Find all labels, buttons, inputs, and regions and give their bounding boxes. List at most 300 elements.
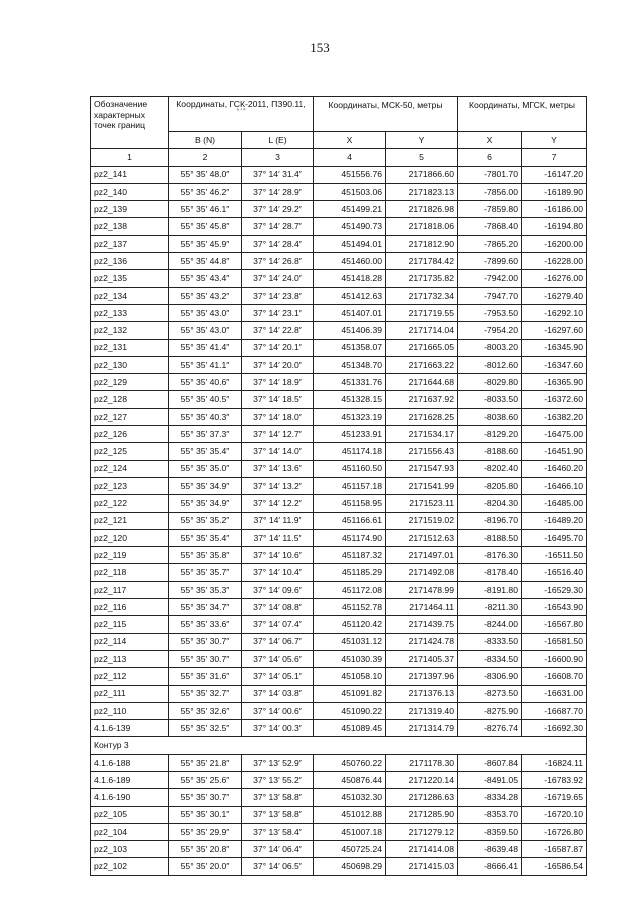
longitude-cell: 37° 14′ 08.8″ xyxy=(242,599,314,616)
msk-y-cell: 2171823.13 xyxy=(386,183,458,200)
latitude-cell: 55° 35′ 43.0″ xyxy=(169,304,242,321)
longitude-cell: 37° 14′ 09.6″ xyxy=(242,581,314,598)
latitude-cell: 55° 35′ 34.9″ xyxy=(169,495,242,512)
msk-x-cell: 451090.22 xyxy=(314,702,386,719)
msk-x-cell: 451007.18 xyxy=(314,823,386,840)
msk-x-cell: 451358.07 xyxy=(314,339,386,356)
latitude-cell: 55° 35′ 46.2″ xyxy=(169,183,242,200)
msk-y-cell: 2171714.04 xyxy=(386,322,458,339)
mgsk-y-cell: -16345.90 xyxy=(522,339,587,356)
msk-x-cell: 451152.78 xyxy=(314,599,386,616)
latitude-cell: 55° 35′ 35.4″ xyxy=(169,443,242,460)
msk-x-cell: 451460.00 xyxy=(314,253,386,270)
point-cell: pz2_140 xyxy=(91,183,169,200)
table-row xyxy=(91,339,587,356)
longitude-cell: 37° 14′ 06.7″ xyxy=(242,633,314,650)
table-row xyxy=(91,668,587,685)
msk-x-cell: 451031.12 xyxy=(314,633,386,650)
point-cell: pz2_131 xyxy=(91,339,169,356)
latitude-cell: 55° 35′ 25.6″ xyxy=(169,771,242,788)
mgsk-y-cell: -16186.00 xyxy=(522,201,587,218)
table-row xyxy=(91,322,587,339)
table-row xyxy=(91,183,587,200)
mgsk-x-cell: -8204.30 xyxy=(458,495,522,512)
header-msk-y: Y xyxy=(386,132,458,149)
latitude-cell: 55° 35′ 35.0″ xyxy=(169,460,242,477)
point-cell: pz2_123 xyxy=(91,477,169,494)
point-cell: 4.1.6-190 xyxy=(91,789,169,806)
mgsk-x-cell: -8211.30 xyxy=(458,599,522,616)
mgsk-y-cell: -16783.92 xyxy=(522,771,587,788)
longitude-cell: 37° 14′ 10.4″ xyxy=(242,564,314,581)
point-cell: pz2_126 xyxy=(91,426,169,443)
longitude-cell: 37° 14′ 13.2″ xyxy=(242,477,314,494)
longitude-cell: 37° 14′ 28.4″ xyxy=(242,235,314,252)
msk-y-cell: 2171628.25 xyxy=(386,408,458,425)
point-cell: pz2_133 xyxy=(91,304,169,321)
mgsk-y-cell: -16581.50 xyxy=(522,633,587,650)
point-cell: pz2_121 xyxy=(91,512,169,529)
header-l-e: L (E) xyxy=(242,132,314,149)
msk-y-cell: 2171541.99 xyxy=(386,477,458,494)
mgsk-x-cell: -8334.28 xyxy=(458,789,522,806)
point-cell: pz2_113 xyxy=(91,650,169,667)
point-cell: pz2_102 xyxy=(91,858,169,875)
point-cell: 4.1.6-189 xyxy=(91,771,169,788)
point-cell: pz2_141 xyxy=(91,166,169,183)
longitude-cell: 37° 14′ 12.2″ xyxy=(242,495,314,512)
table-row xyxy=(91,633,587,650)
point-cell: 4.1.6-139 xyxy=(91,720,169,737)
table-row xyxy=(91,356,587,373)
msk-y-cell: 2171732.34 xyxy=(386,287,458,304)
latitude-cell: 55° 35′ 34.7″ xyxy=(169,599,242,616)
msk-x-cell: 451331.76 xyxy=(314,374,386,391)
mgsk-x-cell: -7868.40 xyxy=(458,218,522,235)
mgsk-y-cell: -16692.30 xyxy=(522,720,587,737)
longitude-cell: 37° 14′ 18.0″ xyxy=(242,408,314,425)
msk-x-cell: 451174.90 xyxy=(314,529,386,546)
mgsk-x-cell: -7942.00 xyxy=(458,270,522,287)
latitude-cell: 55° 35′ 37.3″ xyxy=(169,426,242,443)
msk-y-cell: 2171464.11 xyxy=(386,599,458,616)
mgsk-x-cell: -7899.60 xyxy=(458,253,522,270)
mgsk-y-cell: -16600.90 xyxy=(522,650,587,667)
coordinates-table xyxy=(90,96,587,876)
mgsk-y-cell: -16516.40 xyxy=(522,564,587,581)
mgsk-y-cell: -16511.50 xyxy=(522,547,587,564)
mgsk-x-cell: -8244.00 xyxy=(458,616,522,633)
longitude-cell: 37° 13′ 52.9″ xyxy=(242,754,314,771)
column-index: 4 xyxy=(314,149,386,166)
table-row xyxy=(91,201,587,218)
latitude-cell: 55° 35′ 48.0″ xyxy=(169,166,242,183)
mgsk-x-cell: -7801.70 xyxy=(458,166,522,183)
point-cell: pz2_111 xyxy=(91,685,169,702)
table-row xyxy=(91,702,587,719)
latitude-cell: 55° 35′ 41.1″ xyxy=(169,356,242,373)
header-mgsk-y: Y xyxy=(522,132,587,149)
mgsk-x-cell: -8003.20 xyxy=(458,339,522,356)
point-cell: pz2_132 xyxy=(91,322,169,339)
column-index: 6 xyxy=(458,149,522,166)
mgsk-x-cell: -8012.60 xyxy=(458,356,522,373)
latitude-cell: 55° 35′ 30.7″ xyxy=(169,633,242,650)
mgsk-x-cell: -7856.00 xyxy=(458,183,522,200)
point-cell: pz2_130 xyxy=(91,356,169,373)
mgsk-y-cell: -16567.80 xyxy=(522,616,587,633)
latitude-cell: 55° 35′ 34.9″ xyxy=(169,477,242,494)
mgsk-y-cell: -16189.90 xyxy=(522,183,587,200)
longitude-cell: 37° 14′ 18.9″ xyxy=(242,374,314,391)
msk-x-cell: 451187.32 xyxy=(314,547,386,564)
table-row xyxy=(91,599,587,616)
mgsk-x-cell: -8196.70 xyxy=(458,512,522,529)
point-cell: pz2_122 xyxy=(91,495,169,512)
msk-y-cell: 2171424.78 xyxy=(386,633,458,650)
mgsk-y-cell: -16608.70 xyxy=(522,668,587,685)
latitude-cell: 55° 35′ 30.1″ xyxy=(169,806,242,823)
header-msk-coordinates: Координаты, МСК-50, метры xyxy=(314,97,458,132)
msk-y-cell: 2171497.01 xyxy=(386,547,458,564)
table-row xyxy=(91,304,587,321)
latitude-cell: 55° 35′ 46.1″ xyxy=(169,201,242,218)
msk-y-cell: 2171818.06 xyxy=(386,218,458,235)
header-gsk-coordinates xyxy=(169,97,314,132)
msk-y-cell: 2171405.37 xyxy=(386,650,458,667)
latitude-cell: 55° 35′ 20.0″ xyxy=(169,858,242,875)
mgsk-x-cell: -8666.41 xyxy=(458,858,522,875)
longitude-cell: 37° 14′ 12.7″ xyxy=(242,426,314,443)
point-cell: pz2_105 xyxy=(91,806,169,823)
mgsk-y-cell: -16687.70 xyxy=(522,702,587,719)
mgsk-x-cell: -8359.50 xyxy=(458,823,522,840)
table-row xyxy=(91,616,587,633)
latitude-cell: 55° 35′ 45.9″ xyxy=(169,235,242,252)
latitude-cell: 55° 35′ 40.3″ xyxy=(169,408,242,425)
section-label: Контур 3 xyxy=(91,737,587,754)
mgsk-x-cell: -8178.40 xyxy=(458,564,522,581)
msk-x-cell: 451032.30 xyxy=(314,789,386,806)
msk-x-cell: 451166.61 xyxy=(314,512,386,529)
point-cell: pz2_112 xyxy=(91,668,169,685)
msk-x-cell: 451323.19 xyxy=(314,408,386,425)
point-cell: pz2_139 xyxy=(91,201,169,218)
mgsk-y-cell: -16147.20 xyxy=(522,166,587,183)
latitude-cell: 55° 35′ 35.2″ xyxy=(169,512,242,529)
msk-y-cell: 2171826.98 xyxy=(386,201,458,218)
mgsk-y-cell: -16485.00 xyxy=(522,495,587,512)
msk-y-cell: 2171478.99 xyxy=(386,581,458,598)
mgsk-x-cell: -8205.80 xyxy=(458,477,522,494)
mgsk-y-cell: -16466.10 xyxy=(522,477,587,494)
longitude-cell: 37° 14′ 20.1″ xyxy=(242,339,314,356)
latitude-cell: 55° 35′ 32.5″ xyxy=(169,720,242,737)
point-cell: pz2_124 xyxy=(91,460,169,477)
longitude-cell: 37° 14′ 23.8″ xyxy=(242,287,314,304)
latitude-cell: 55° 35′ 21.8″ xyxy=(169,754,242,771)
longitude-cell: 37° 13′ 58.8″ xyxy=(242,789,314,806)
longitude-cell: 37° 14′ 06.4″ xyxy=(242,841,314,858)
table-row xyxy=(91,512,587,529)
mgsk-y-cell: -16543.90 xyxy=(522,599,587,616)
msk-y-cell: 2171784.42 xyxy=(386,253,458,270)
latitude-cell: 55° 35′ 43.0″ xyxy=(169,322,242,339)
mgsk-x-cell: -8275.90 xyxy=(458,702,522,719)
latitude-cell: 55° 35′ 35.4″ xyxy=(169,529,242,546)
mgsk-y-cell: -16495.70 xyxy=(522,529,587,546)
mgsk-y-cell: -16276.00 xyxy=(522,270,587,287)
point-cell: pz2_103 xyxy=(91,841,169,858)
mgsk-y-cell: -16460.20 xyxy=(522,460,587,477)
point-cell: pz2_114 xyxy=(91,633,169,650)
latitude-cell: 55° 35′ 35.7″ xyxy=(169,564,242,581)
longitude-cell: 37° 14′ 14.0″ xyxy=(242,443,314,460)
msk-x-cell: 451328.15 xyxy=(314,391,386,408)
mgsk-y-cell: -16292.10 xyxy=(522,304,587,321)
header-mgsk-coordinates: Координаты, МГСК, метры xyxy=(458,97,587,132)
msk-x-cell: 451233.91 xyxy=(314,426,386,443)
mgsk-x-cell: -7947.70 xyxy=(458,287,522,304)
latitude-cell: 55° 35′ 30.7″ xyxy=(169,789,242,806)
longitude-cell: 37° 14′ 20.0″ xyxy=(242,356,314,373)
longitude-cell: 37° 14′ 22.8″ xyxy=(242,322,314,339)
longitude-cell: 37° 14′ 23.1″ xyxy=(242,304,314,321)
longitude-cell: 37° 14′ 28.9″ xyxy=(242,183,314,200)
msk-x-cell: 450698.29 xyxy=(314,858,386,875)
table-row xyxy=(91,581,587,598)
table-row xyxy=(91,391,587,408)
header-mgsk-x: X xyxy=(458,132,522,149)
table-row xyxy=(91,754,587,771)
longitude-cell: 37° 14′ 00.3″ xyxy=(242,720,314,737)
mgsk-x-cell: -8176.30 xyxy=(458,547,522,564)
table-row xyxy=(91,253,587,270)
msk-y-cell: 2171812.90 xyxy=(386,235,458,252)
table-row xyxy=(91,564,587,581)
msk-y-cell: 2171279.12 xyxy=(386,823,458,840)
mgsk-y-cell: -16382.20 xyxy=(522,408,587,425)
msk-y-cell: 2171637.92 xyxy=(386,391,458,408)
table-row xyxy=(91,374,587,391)
msk-x-cell: 451058.10 xyxy=(314,668,386,685)
header-msk-x: X xyxy=(314,132,386,149)
page-number: 153 xyxy=(310,40,330,55)
table-header xyxy=(91,97,587,167)
msk-y-cell: 2171663.22 xyxy=(386,356,458,373)
mgsk-x-cell: -8306.90 xyxy=(458,668,522,685)
mgsk-x-cell: -8029.80 xyxy=(458,374,522,391)
longitude-cell: 37° 14′ 07.4″ xyxy=(242,616,314,633)
table-row xyxy=(91,408,587,425)
msk-y-cell: 2171547.93 xyxy=(386,460,458,477)
latitude-cell: 55° 35′ 43.2″ xyxy=(169,287,242,304)
msk-y-cell: 2171397.96 xyxy=(386,668,458,685)
mgsk-x-cell: -8202.40 xyxy=(458,460,522,477)
table-row xyxy=(91,443,587,460)
mgsk-y-cell: -16587.87 xyxy=(522,841,587,858)
section-row xyxy=(91,737,587,754)
table-row xyxy=(91,858,587,875)
mgsk-x-cell: -8188.60 xyxy=(458,443,522,460)
mgsk-x-cell: -7954.20 xyxy=(458,322,522,339)
mgsk-x-cell: -8639.48 xyxy=(458,841,522,858)
msk-x-cell: 451503.06 xyxy=(314,183,386,200)
latitude-cell: 55° 35′ 40.6″ xyxy=(169,374,242,391)
msk-x-cell: 451012.88 xyxy=(314,806,386,823)
table-row xyxy=(91,841,587,858)
latitude-cell: 55° 35′ 40.5″ xyxy=(169,391,242,408)
msk-y-cell: 2171523.11 xyxy=(386,495,458,512)
mgsk-y-cell: -16586.54 xyxy=(522,858,587,875)
latitude-cell: 55° 35′ 45.8″ xyxy=(169,218,242,235)
msk-x-cell: 451158.95 xyxy=(314,495,386,512)
column-index: 3 xyxy=(242,149,314,166)
msk-y-cell: 2171492.08 xyxy=(386,564,458,581)
mgsk-x-cell: -7859.80 xyxy=(458,201,522,218)
table-row xyxy=(91,547,587,564)
point-cell: pz2_135 xyxy=(91,270,169,287)
msk-x-cell: 450760.22 xyxy=(314,754,386,771)
mgsk-x-cell: -8188.50 xyxy=(458,529,522,546)
msk-x-cell: 451089.45 xyxy=(314,720,386,737)
table-row xyxy=(91,287,587,304)
point-cell: pz2_117 xyxy=(91,581,169,598)
msk-y-cell: 2171644.68 xyxy=(386,374,458,391)
mgsk-y-cell: -16489.20 xyxy=(522,512,587,529)
msk-x-cell: 451418.28 xyxy=(314,270,386,287)
table-row xyxy=(91,235,587,252)
table-row xyxy=(91,685,587,702)
mgsk-y-cell: -16726.80 xyxy=(522,823,587,840)
mgsk-x-cell: -8607.84 xyxy=(458,754,522,771)
msk-y-cell: 2171319.40 xyxy=(386,702,458,719)
point-cell: pz2_110 xyxy=(91,702,169,719)
table-row xyxy=(91,166,587,183)
msk-y-cell: 2171719.55 xyxy=(386,304,458,321)
longitude-cell: 37° 14′ 13.6″ xyxy=(242,460,314,477)
mgsk-x-cell: -8033.50 xyxy=(458,391,522,408)
point-cell: pz2_125 xyxy=(91,443,169,460)
latitude-cell: 55° 35′ 32.7″ xyxy=(169,685,242,702)
point-cell: pz2_119 xyxy=(91,547,169,564)
point-cell: pz2_118 xyxy=(91,564,169,581)
msk-x-cell: 451490.73 xyxy=(314,218,386,235)
table-row xyxy=(91,720,587,737)
msk-x-cell: 450876.44 xyxy=(314,771,386,788)
msk-x-cell: 451091.82 xyxy=(314,685,386,702)
msk-x-cell: 451030.39 xyxy=(314,650,386,667)
latitude-cell: 55° 35′ 43.4″ xyxy=(169,270,242,287)
mgsk-y-cell: -16451.90 xyxy=(522,443,587,460)
latitude-cell: 55° 35′ 44.8″ xyxy=(169,253,242,270)
msk-y-cell: 2171415.03 xyxy=(386,858,458,875)
mgsk-y-cell: -16297.60 xyxy=(522,322,587,339)
longitude-cell: 37° 14′ 06.5″ xyxy=(242,858,314,875)
longitude-cell: 37° 14′ 29.2″ xyxy=(242,201,314,218)
longitude-cell: 37° 14′ 26.8″ xyxy=(242,253,314,270)
msk-x-cell: 451174.18 xyxy=(314,443,386,460)
mgsk-x-cell: -7953.50 xyxy=(458,304,522,321)
mgsk-x-cell: -8353.70 xyxy=(458,806,522,823)
msk-y-cell: 2171314.79 xyxy=(386,720,458,737)
longitude-cell: 37° 14′ 31.4″ xyxy=(242,166,314,183)
msk-y-cell: 2171376.13 xyxy=(386,685,458,702)
header-gsk-title: Координаты, ГСК-2011, ПЗ90.11, xyxy=(176,99,306,109)
point-cell: pz2_127 xyxy=(91,408,169,425)
msk-x-cell: 451556.76 xyxy=(314,166,386,183)
mgsk-x-cell: -8333.50 xyxy=(458,633,522,650)
mgsk-y-cell: -16475.00 xyxy=(522,426,587,443)
mgsk-x-cell: -8038.60 xyxy=(458,408,522,425)
msk-x-cell: 451185.29 xyxy=(314,564,386,581)
longitude-cell: 37° 14′ 28.7″ xyxy=(242,218,314,235)
latitude-cell: 55° 35′ 31.6″ xyxy=(169,668,242,685)
table-row xyxy=(91,218,587,235)
msk-x-cell: 451412.63 xyxy=(314,287,386,304)
mgsk-y-cell: -16372.60 xyxy=(522,391,587,408)
mgsk-y-cell: -16365.90 xyxy=(522,374,587,391)
msk-x-cell: 450725.24 xyxy=(314,841,386,858)
msk-y-cell: 2171519.02 xyxy=(386,512,458,529)
point-cell: pz2_104 xyxy=(91,823,169,840)
longitude-cell: 37° 14′ 00.6″ xyxy=(242,702,314,719)
mgsk-x-cell: -7865.20 xyxy=(458,235,522,252)
point-cell: pz2_116 xyxy=(91,599,169,616)
table-row xyxy=(91,270,587,287)
point-cell: pz2_136 xyxy=(91,253,169,270)
msk-x-cell: 451407.01 xyxy=(314,304,386,321)
header-b-n: B (N) xyxy=(169,132,242,149)
mgsk-x-cell: -8491.05 xyxy=(458,771,522,788)
msk-y-cell: 2171178.30 xyxy=(386,754,458,771)
msk-x-cell: 451406.39 xyxy=(314,322,386,339)
column-index: 5 xyxy=(386,149,458,166)
longitude-cell: 37° 13′ 58.4″ xyxy=(242,823,314,840)
longitude-cell: 37° 14′ 05.6″ xyxy=(242,650,314,667)
msk-y-cell: 2171439.75 xyxy=(386,616,458,633)
point-cell: pz2_137 xyxy=(91,235,169,252)
msk-y-cell: 2171286.63 xyxy=(386,789,458,806)
latitude-cell: 55° 35′ 41.4″ xyxy=(169,339,242,356)
longitude-cell: 37° 14′ 03.8″ xyxy=(242,685,314,702)
point-cell: pz2_129 xyxy=(91,374,169,391)
table-row xyxy=(91,771,587,788)
msk-x-cell: 451172.08 xyxy=(314,581,386,598)
point-cell: pz2_134 xyxy=(91,287,169,304)
longitude-cell: 37° 14′ 05.1″ xyxy=(242,668,314,685)
mgsk-x-cell: -8276.74 xyxy=(458,720,522,737)
latitude-cell: 55° 35′ 30.7″ xyxy=(169,650,242,667)
table-body xyxy=(91,166,587,875)
point-cell: pz2_128 xyxy=(91,391,169,408)
msk-x-cell: 451348.70 xyxy=(314,356,386,373)
point-cell: pz2_115 xyxy=(91,616,169,633)
mgsk-y-cell: -16347.60 xyxy=(522,356,587,373)
table-row xyxy=(91,495,587,512)
mgsk-x-cell: -8129.20 xyxy=(458,426,522,443)
point-cell: pz2_120 xyxy=(91,529,169,546)
msk-y-cell: 2171414.08 xyxy=(386,841,458,858)
msk-x-cell: 451494.01 xyxy=(314,235,386,252)
header-gsk-units: ° ′ ″ xyxy=(236,108,246,115)
mgsk-y-cell: -16228.00 xyxy=(522,253,587,270)
longitude-cell: 37° 14′ 24.0″ xyxy=(242,270,314,287)
table-row xyxy=(91,806,587,823)
table-row xyxy=(91,823,587,840)
msk-y-cell: 2171285.90 xyxy=(386,806,458,823)
mgsk-y-cell: -16719.65 xyxy=(522,789,587,806)
